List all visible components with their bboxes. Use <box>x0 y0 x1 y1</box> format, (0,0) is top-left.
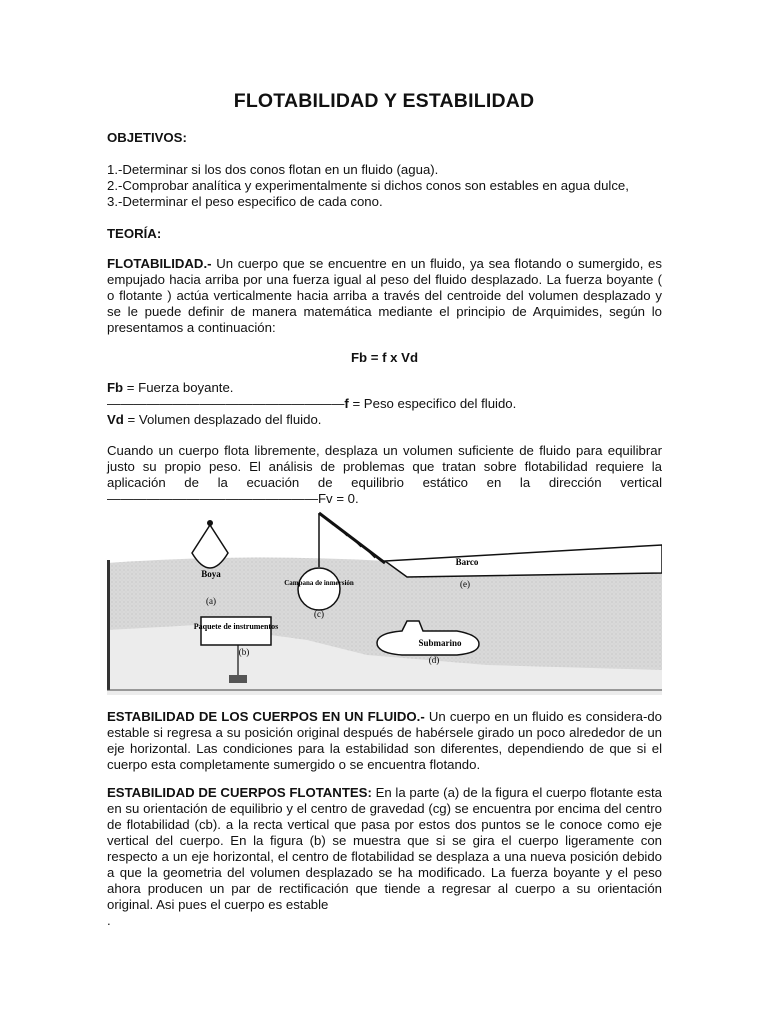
buoy <box>192 520 228 568</box>
definition-text: = Fuerza boyante. <box>123 380 234 395</box>
teoria-heading: TEORÍA: <box>107 226 162 241</box>
label-submarino: Submarino <box>418 638 462 648</box>
definition-vd <box>107 412 662 428</box>
flotabilidad-paragraph <box>107 256 662 336</box>
label-b: (b) <box>238 647 250 657</box>
flotabilidad-term: FLOTABILIDAD.- <box>107 256 212 271</box>
label-a: (a) <box>206 596 216 606</box>
label-barco: Barco <box>455 557 479 567</box>
flotantes-text: En la parte (a) de la figura el cuerpo flotante esta en su orientación de equilibrio y el centro de gravedad (cg) se encuentra por encima del centro de flotabilidad (cb). a la recta vertical que pasa por estos dos puntos se le conoce como eje vertical del cuerpo. En la figura (b) se muestra que si se gira el cuerpo ligeramente con respecto a un eje horizontal, el centro de flotabilidad se desplaza a una nueva posición debido a que la geometria del volumen desplazado se ha modificado. La fuerza boyante y el peso ahora producen un par de rectificación que tiende a regresar al cuerpo a su orientación original. Asi pues el cuerpo es estable <box>107 785 662 912</box>
definition-text: = Volumen desplazado del fluido. <box>123 412 322 427</box>
label-boya: Boya <box>201 569 221 579</box>
label-paquete: Paquete de instrumentos <box>193 622 279 631</box>
flotabilidad-text: Un cuerpo que se encuentre en un fluido, ya sea flotando o sumergido, es empujado hacia arriba por una fuerza igual al peso del fluido desplazado. La fuerza boyante ( o flotante ) actúa verticalmente hacia arriba a través del centroide del volumen desplazado y se le puede definir de manera matemática mediante el principio de Arquimides, según lo presentamos a continuación: <box>107 256 662 335</box>
objetivos-heading: OBJETIVOS: <box>107 130 187 145</box>
estabilidad-term: ESTABILIDAD DE LOS CUERPOS EN UN FLUIDO.- <box>107 709 425 724</box>
estabilidad-paragraph <box>107 709 662 773</box>
symbol: f <box>344 396 349 411</box>
symbol: Vd <box>107 412 124 427</box>
diving-bell <box>298 568 340 610</box>
page-title: FLOTABILIDAD Y ESTABILIDAD <box>233 90 535 112</box>
flotantes-paragraph <box>107 785 662 913</box>
formula: Fb = f x Vd <box>350 350 419 365</box>
label-e: (e) <box>460 579 470 589</box>
label-campana: Campana de inmersión <box>284 579 354 587</box>
flotantes-term: ESTABILIDAD DE CUERPOS FLOTANTES: <box>107 785 372 800</box>
objetivo-item: 2.-Comprobar analítica y experimentalmente si dichos conos son estables en agua dulce, <box>107 178 629 193</box>
objetivo-item: 1.-Determinar si los dos conos flotan en un fluido (agua). <box>107 162 439 177</box>
flotation-figure <box>107 505 662 695</box>
equilibrio-tail: ————————————————Fv = 0. <box>107 491 359 506</box>
equilibrio-paragraph: Cuando un cuerpo flota libremente, desplaza un volumen suficiente de fluido para equilibrar justo su propio peso. El análisis de problemas que tratan sobre flotabilidad requiere la aplicación de la ecuación de equilibrio estático en la dirección vertical <box>107 443 662 490</box>
label-c: (c) <box>314 609 324 619</box>
definition-text: = Peso especifico del fluido. <box>348 396 517 411</box>
estabilidad-text: Un cuerpo en un fluido es considera-do estable si regresa a su posición original después de habérsele girado un poco alrededor de un eje horizontal. Las condiciones para la estabilidad son diferentes, dependiendo de que si el cuerpo esta completamente sumergido o se encuentra flotando. <box>107 709 663 772</box>
label-d: (d) <box>428 655 440 665</box>
boat <box>385 545 662 577</box>
trailing-dot: . <box>107 913 111 928</box>
definition-fb <box>107 380 662 396</box>
definitions <box>107 380 662 428</box>
definition-f <box>107 396 662 412</box>
objetivo-item: 3.-Determinar el peso especifico de cada cono. <box>107 194 383 209</box>
objetivos-list <box>107 162 662 210</box>
rule-line: —————————————————— <box>107 396 345 411</box>
symbol: Fb <box>107 380 124 395</box>
